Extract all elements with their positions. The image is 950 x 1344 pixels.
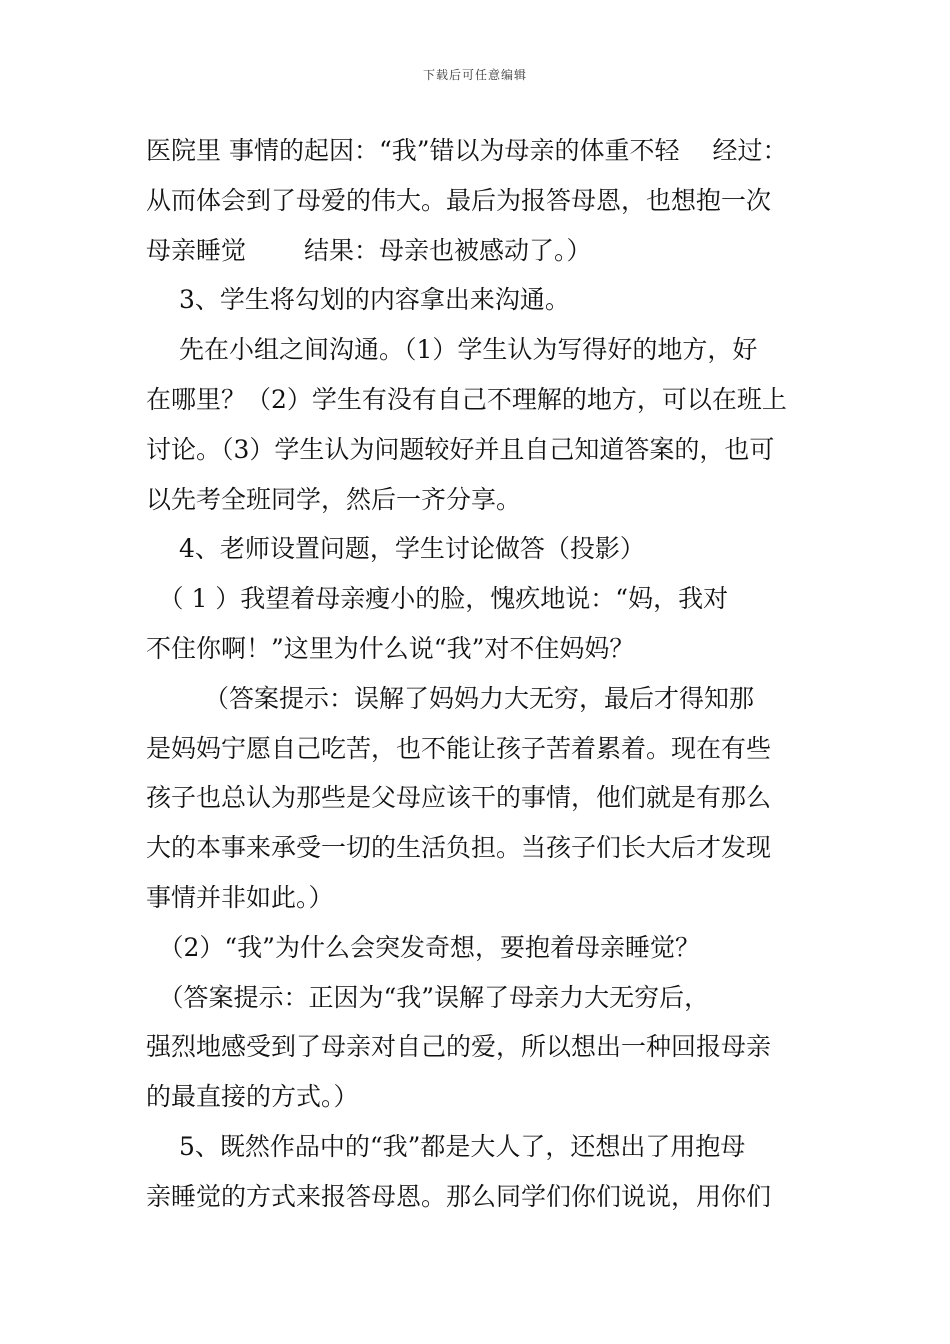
- text-line: 4、老师设置问题，学生讨论做答（投影）: [146, 534, 645, 564]
- text-line: 孩子也总认为那些是父母应该干的事情，他们就是有那么: [146, 783, 772, 813]
- text-line: 不住你啊！”这里为什么说“我”对不住妈妈？: [146, 633, 635, 663]
- text-line: 母亲睡觉 结果：母亲也被感动了。）: [146, 235, 592, 265]
- text-line: 3、学生将勾划的内容拿出来沟通。: [146, 285, 570, 315]
- text-line: 亲睡觉的方式来报答母恩。那么同学们你们说说，用你们: [146, 1181, 772, 1211]
- text-line: （ 1 ）我望着母亲瘦小的脸，愧疚地说：“妈，我对: [146, 584, 729, 614]
- text-line: （2）“我”为什么会突发奇想，要抱着母亲睡觉？: [146, 932, 700, 962]
- document-body: [146, 126, 816, 1222]
- text-line: 的最直接的方式。）: [146, 1082, 359, 1112]
- text-line: 讨论。（3）学生认为问题较好并且自己知道答案的，也可: [146, 434, 775, 464]
- text-line: 医院里 事情的起因：“我”错以为母亲的体重不轻 经过：: [146, 136, 788, 165]
- page-header: 下载后可任意编辑: [422, 68, 527, 82]
- text-line: （答案提示：误解了妈妈力大无穷，最后才得知那: [146, 683, 754, 713]
- text-line: 在哪里？（2）学生有没有自己不理解的地方，可以在班上: [146, 384, 787, 414]
- text-line: （答案提示：正因为“我”误解了母亲力大无穷后，: [146, 982, 710, 1012]
- text-line: 先在小组之间沟通。（1）学生认为写得好的地方，好: [146, 335, 758, 365]
- text-line: 强烈地感受到了母亲对自己的爱，所以想出一种回报母亲: [146, 1032, 772, 1062]
- text-line: 5、既然作品中的“我”都是大人了，还想出了用抱母: [146, 1131, 746, 1161]
- text-line: 以先考全班同学，然后一齐分享。: [146, 484, 522, 514]
- text-line: 从而体会到了母爱的伟大。最后为报答母恩，也想抱一次: [146, 185, 772, 215]
- text-line: 是妈妈宁愿自己吃苦，也不能让孩子苦着累着。现在有些: [146, 733, 772, 763]
- text-line: 事情并非如此。）: [146, 882, 334, 912]
- text-line: 大的本事来承受一切的生活负担。当孩子们长大后才发现: [146, 833, 772, 863]
